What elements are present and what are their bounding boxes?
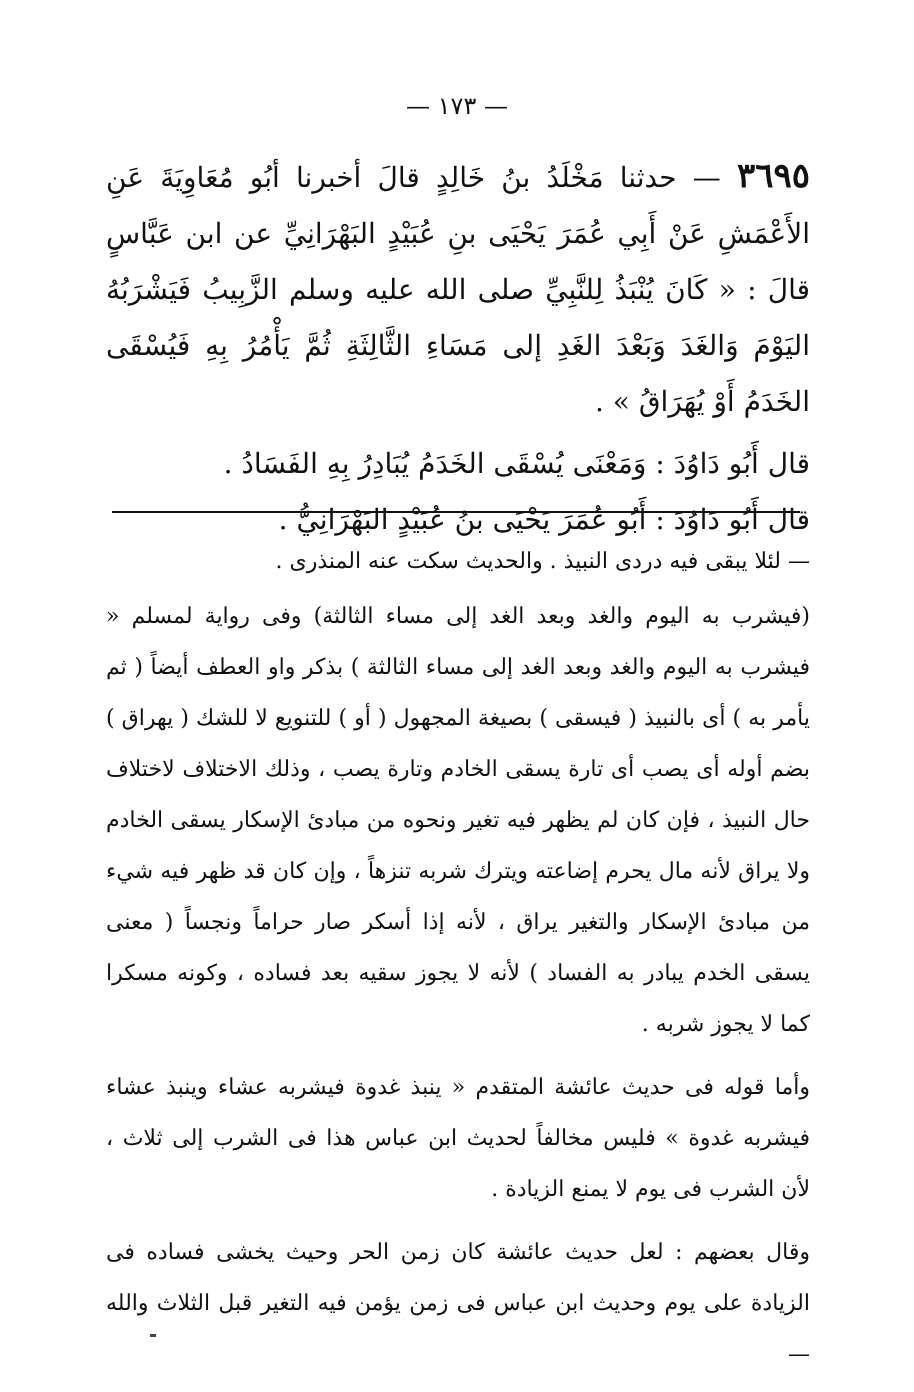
commentary-paragraph: وأما قوله فى حديث عائشة المتقدم « ينبذ غدوة فيشربه عشاء وينبذ عشاء فيشربه غدوة » فليس مخالفاً لحديث ابن عباس هذا فى الشرب إلى ثلاث ، لأن الشرب فى يوم لا يمنع الزيادة . — [106, 1075, 810, 1202]
hadith-body: — حدثنا مَخْلَدُ بنُ خَالِدٍ قالَ أخبرنا أبُو مُعَاوِيَةَ عَنِ الأَعْمَشِ عَنْ أَبِي عُمَرَ يَحْيَى بنِ عُبَيْدٍ البَهْرَانِيِّ عن ابن عَبَّاسٍ قالَ : « كَانَ يُنْبَذُ لِلنَّبِيِّ صلى الله عليه وسلم الزَّبِيبُ فَيَشْرَبُهُ اليَوْمَ وَالغَدَ وَبَعْدَ الغَدِ إلى مَسَاءِ الثَّالِثَةِ ثُمَّ يَأْمُرُ بِهِ فَيُسْقَى الخَدَمُ أَوْ يُهَرَاقُ » . — [106, 161, 810, 418]
page-number: — ١٧٣ — — [406, 92, 508, 120]
hadith-block — [106, 148, 810, 548]
hadith-number: ٣٦٩٥ — [736, 156, 810, 196]
print-speck — [150, 1334, 156, 1337]
abu-dawud-note-1: قال أَبُو دَاوُدَ : وَمَعْنَى يُسْقَى الخَدَمُ يُبَادِرُ بِهِ الفَسَادُ . — [223, 447, 810, 480]
hadith-text — [106, 148, 810, 430]
abu-dawud-note-2: قال أَبُو دَاوُدَ : أَبُو عُمَرَ يَحْيَى بنُ عُبَيْدٍ البَهْرَانِيُّ . — [278, 503, 810, 536]
commentary-paragraph: — لئلا يبقى فيه دردى النبيذ . والحديث سكت عنه المنذرى . — [275, 549, 810, 574]
commentary-paragraph: (فيشرب به اليوم والغد وبعد الغد إلى مساء الثالثة) وفى رواية لمسلم « فيشرب به اليوم والغد وبعد الغد إلى مساء الثالثة ) بذكر واو العطف أيضاً ( ثم يأمر به ) أى بالنبيذ ( فيسقى ) بصيغة المجهول ( أو ) للتنويع لا للشك ( يهراق ) بضم أوله أى يصب أى تارة يسقى الخادم وتارة يصب ، وذلك الاختلاف لاختلاف حال النبيذ ، فإن كان لم يظهر فيه تغير ونحوه من مبادئ الإسكار يسقى الخادم ولا يراق لأنه مال يحرم إضاعته ويترك شربه تنزهاً ، وإن كان قد ظهر فيه شيء من مبادئ الإسكار والتغير يراق ، لأنه إذا أسكر صار حراماً ونجساً ( معنى يسقى الخدم يبادر به الفساد ) لأنه لا يجوز سقيه بعد فساده ، وكونه مسكرا كما لا يجوز شربه . — [106, 604, 810, 1037]
footnote-divider — [112, 511, 800, 513]
commentary-block — [106, 536, 810, 1392]
commentary-paragraph: وقال بعضهم : لعل حديث عائشة كان زمن الحر وحيث يخشى فساده فى الزيادة على يوم وحديث ابن عباس فى زمن يؤمن فيه التغير قبل الثلاث والله — — [106, 1240, 810, 1367]
